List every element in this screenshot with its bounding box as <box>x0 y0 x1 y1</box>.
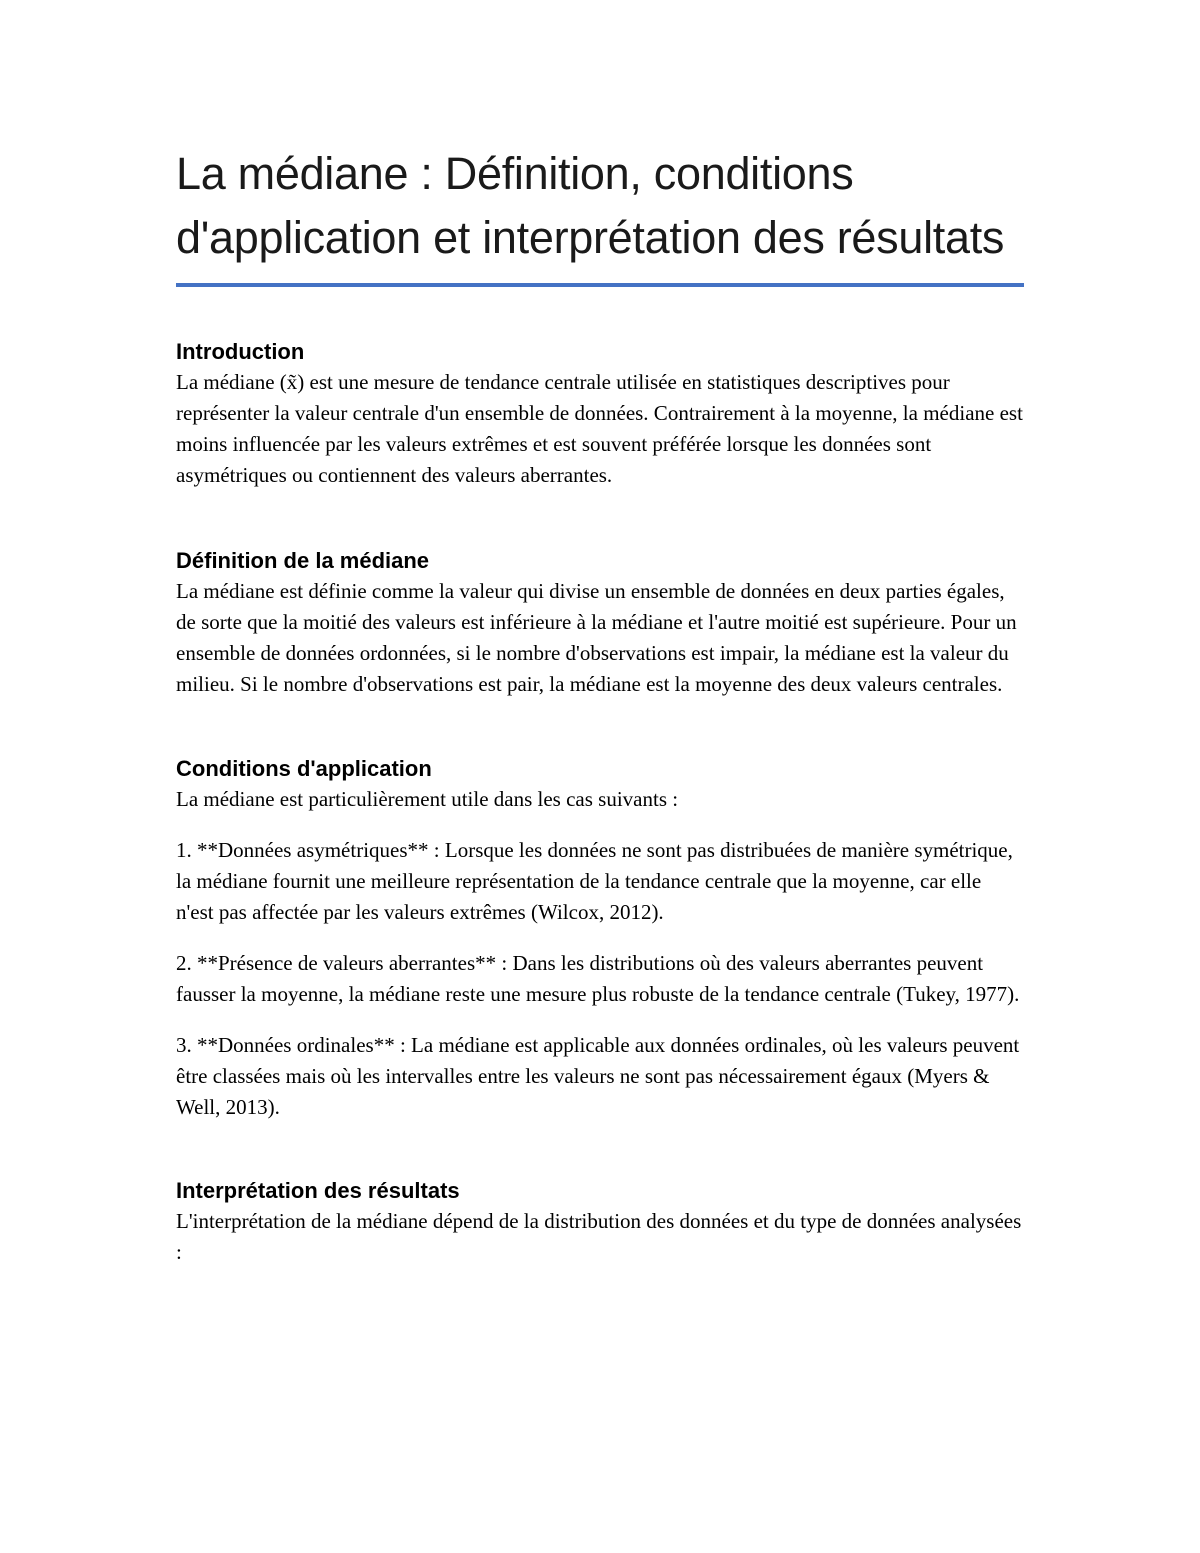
introduction-heading: Introduction <box>176 339 305 364</box>
conditions-intro: La médiane est particulièrement utile dans les cas suivants : <box>176 787 679 811</box>
section-conditions <box>176 754 1024 1123</box>
conditions-item-2: 2. **Présence de valeurs aberrantes** : Dans les distributions où des valeurs aberrantes peuvent fausser la moyenne, la médiane reste une mesure plus robuste de la tendance centrale (Tukey, 1977). <box>176 951 1020 1006</box>
section-interpretation <box>176 1176 1024 1268</box>
definition-paragraph: La médiane est définie comme la valeur qui divise un ensemble de données en deux parties égales, de sorte que la moitié des valeurs est inférieure à la médiane et l'autre moitié est supérieure. Pour un ensemble de données ordonnées, si le nombre d'observations est impair, la médiane est la valeur du milieu. Si le nombre d'observations est pair, la médiane est la moyenne des deux valeurs centrales. <box>176 579 1017 696</box>
interpretation-paragraph: L'interprétation de la médiane dépend de la distribution des données et du type de données analysées : <box>176 1209 1022 1264</box>
section-definition <box>176 546 1024 700</box>
conditions-item-1: 1. **Données asymétriques** : Lorsque les données ne sont pas distribuées de manière symétrique, la médiane fournit une meilleure représentation de la tendance centrale que la moyenne, car elle n'est pas affectée par les valeurs extrêmes (Wilcox, 2012). <box>176 838 1013 924</box>
interpretation-heading: Interprétation des résultats <box>176 1178 460 1203</box>
definition-heading: Définition de la médiane <box>176 548 430 573</box>
conditions-heading: Conditions d'application <box>176 756 432 781</box>
page-title: La médiane : Définition, conditions d'application et interprétation des résultats <box>176 148 1005 263</box>
section-introduction <box>176 337 1024 491</box>
title-underline <box>176 283 1024 287</box>
introduction-paragraph: La médiane (x̃) est une mesure de tendance centrale utilisée en statistiques descriptives pour représenter la valeur centrale d'un ensemble de données. Contrairement à la moyenne, la médiane est moins influencée par les valeurs extrêmes et est souvent préférée lorsque les données sont asymétriques ou contiennent des valeurs aberrantes. <box>176 370 1023 487</box>
conditions-item-3: 3. **Données ordinales** : La médiane est applicable aux données ordinales, où les valeurs peuvent être classées mais où les intervalles entre les valeurs ne sont pas nécessairement égaux (Myers & Well, 2013). <box>176 1033 1020 1119</box>
document-page <box>176 142 1024 1268</box>
